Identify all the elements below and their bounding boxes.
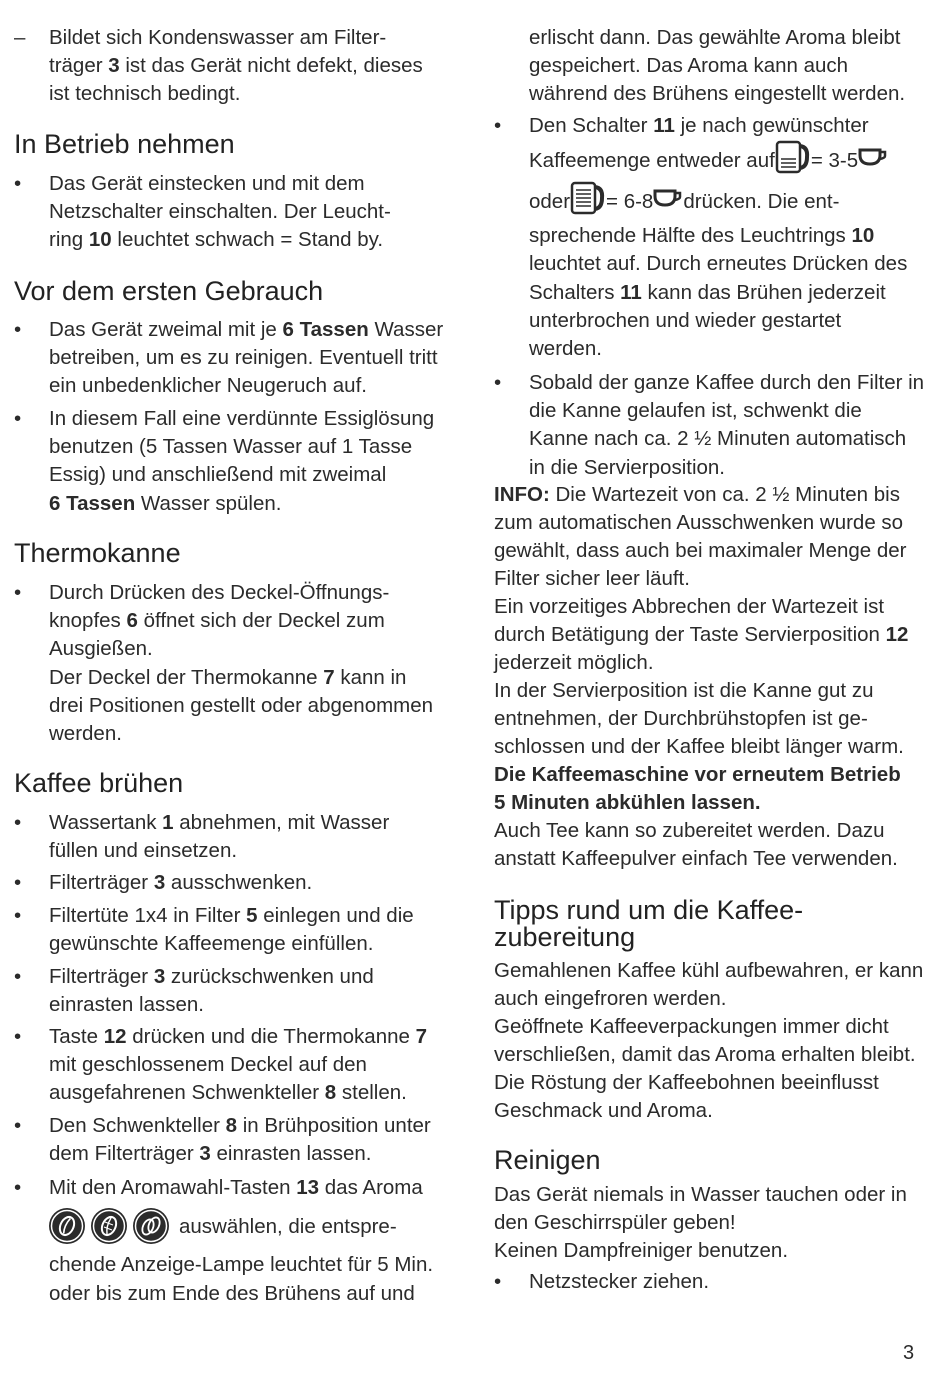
bold-text: 6 Tassen xyxy=(282,318,369,341)
text: leuchtet auf. Durch erneutes Drücken des xyxy=(529,252,908,276)
list-item xyxy=(14,579,433,748)
text: Essig) und anschließend mit zweimal xyxy=(49,463,387,487)
text: öffnet sich der Deckel zum xyxy=(137,609,385,633)
text: oder bis zum Ende des Brühens auf und xyxy=(49,1282,415,1305)
ref-number: 3 xyxy=(153,965,166,988)
bullet-marker: • xyxy=(14,871,22,894)
text: Geöffnete Kaffeeverpackungen immer dicht xyxy=(494,1015,889,1038)
strong-bean-icon xyxy=(133,1208,169,1244)
bullet-marker: • xyxy=(14,581,22,604)
bullet-marker: • xyxy=(14,1025,22,1048)
heading-line: Tipps rund um die Kaffee- xyxy=(494,895,804,925)
list-item xyxy=(494,369,924,482)
text: je nach gewünschter xyxy=(674,114,869,137)
text: zurückschwenken und xyxy=(165,965,374,988)
list-item xyxy=(14,1173,433,1308)
text: Netzstecker ziehen. xyxy=(529,1270,710,1293)
text: chende Anzeige-Lampe leuchtet für 5 Min. xyxy=(49,1253,434,1276)
text: betreiben, um es zu reinigen. Eventuell tritt xyxy=(49,346,438,370)
ref-number: 8 xyxy=(225,1114,238,1137)
ref-number: 12 xyxy=(103,1025,127,1048)
heading-thermokanne: Thermokanne xyxy=(14,538,181,568)
text: ist technisch bedingt. xyxy=(49,82,241,106)
text: Filterträger xyxy=(49,871,154,894)
text: erlischt dann. Das gewählte Aroma bleibt xyxy=(529,26,901,49)
bullet-marker: • xyxy=(14,318,22,341)
intro-item xyxy=(14,24,423,109)
heading-line: zubereitung xyxy=(494,922,636,952)
ref-number: 13 xyxy=(296,1176,320,1199)
heading-kaffee-bruehen: Kaffee brühen xyxy=(14,768,184,798)
text: In der Servierposition ist die Kanne gut zu xyxy=(494,679,874,702)
page-number: 3 xyxy=(903,1342,915,1364)
text: sprechende Hälfte des Leuchtrings xyxy=(529,224,852,248)
bullet-marker: • xyxy=(494,114,502,137)
text: Mit den Aromawahl-Tasten xyxy=(49,1176,297,1199)
text: Die Wartezeit von ca. 2 ½ Minuten bis xyxy=(549,483,900,506)
list-item xyxy=(14,1112,431,1168)
text: Keinen Dampfreiniger benutzen. xyxy=(494,1239,789,1262)
text: Taste xyxy=(49,1025,104,1048)
aroma-icons-row xyxy=(49,1202,433,1250)
text: drücken und die Thermokanne xyxy=(126,1025,416,1048)
text: einrasten lassen. xyxy=(210,1142,372,1166)
text: kann das Brühen jederzeit xyxy=(641,280,886,304)
text: zum automatischen Ausschwenken wurde so xyxy=(494,511,904,534)
cup-icon xyxy=(858,147,888,175)
ref-number: 3 xyxy=(153,871,166,894)
half-carafe-icon xyxy=(775,140,811,182)
text: Netzschalter einschalten. Der Leucht- xyxy=(49,200,391,224)
ref-number: 11 xyxy=(653,114,675,137)
text: einrasten lassen. xyxy=(49,993,204,1017)
bullet-marker: • xyxy=(14,1114,22,1137)
text: Durch Drücken des Deckel-Öffnungs- xyxy=(49,581,390,604)
text: unterbrochen und wieder gestartet xyxy=(529,308,842,332)
ref-number: 1 xyxy=(162,811,174,834)
text: das Aroma xyxy=(319,1176,423,1199)
medium-bean-icon xyxy=(91,1208,127,1244)
text: stellen. xyxy=(336,1081,407,1105)
text: die Kanne gelaufen ist, schwenkt die xyxy=(529,399,862,423)
text: Gemahlenen Kaffee kühl aufbewahren, er kann xyxy=(494,959,924,982)
text: den Geschirrspüler geben! xyxy=(494,1211,736,1234)
text: Kanne nach ca. 2 ½ Minuten automatisch xyxy=(529,427,907,451)
ref-number: 3 xyxy=(199,1142,211,1166)
text: Die Röstung der Kaffeebohnen beeinflusst xyxy=(494,1071,879,1094)
tipps-paragraph xyxy=(494,957,923,1125)
ref-number: 6 xyxy=(126,609,138,633)
text: in Brühposition unter xyxy=(237,1114,431,1137)
text: Wasser xyxy=(368,318,444,341)
ref-number: 5 xyxy=(246,904,258,927)
text: Den Schwenkteller xyxy=(49,1114,226,1137)
text: Ausgießen. xyxy=(49,637,153,661)
text: Filterträger xyxy=(49,965,154,988)
text: schlossen und der Kaffee bleibt länger warm. xyxy=(494,735,904,758)
text: Den Schalter xyxy=(529,114,654,137)
list-item xyxy=(494,1268,709,1296)
text: In diesem Fall eine verdünnte Essiglösung xyxy=(49,407,435,430)
list-item xyxy=(14,405,434,518)
list-item xyxy=(14,869,312,897)
text: ausschwenken. xyxy=(165,871,313,894)
bold-text: 6 Tassen xyxy=(49,491,136,515)
text: Auch Tee kann so zubereitet werden. Dazu xyxy=(494,819,885,842)
full-carafe-icon xyxy=(570,181,606,223)
list-item xyxy=(14,170,391,255)
text: ein unbedenklicher Neugeruch auf. xyxy=(49,374,367,398)
text: = 3-5 xyxy=(810,149,859,173)
text: drei Positionen gestellt oder abgenommen xyxy=(49,693,434,717)
text: kann in xyxy=(334,665,407,689)
text: auch eingefroren werden. xyxy=(494,987,727,1010)
text: während des Brühens eingestellt werden. xyxy=(529,82,906,106)
text: füllen und einsetzen. xyxy=(49,839,238,863)
list-item xyxy=(14,902,414,958)
heading-in-betrieb: In Betrieb nehmen xyxy=(14,129,235,159)
heading-tipps xyxy=(494,897,803,951)
text: gespeichert. Das Aroma kann auch xyxy=(529,54,849,78)
text: Der Deckel der Thermokanne xyxy=(49,665,324,689)
text: dem Filterträger xyxy=(49,1142,200,1166)
list-item-continued xyxy=(494,24,905,109)
text: einlegen und die xyxy=(257,904,414,927)
carafe-line-2 xyxy=(529,182,907,222)
text: werden. xyxy=(529,337,602,361)
text: abnehmen, mit Wasser xyxy=(173,811,390,834)
cup-icon xyxy=(653,188,683,216)
heading-erster-gebrauch: Vor dem ersten Gebrauch xyxy=(14,276,324,306)
text: mit geschlossenem Deckel auf den xyxy=(49,1053,367,1077)
bullet-marker: • xyxy=(14,811,22,834)
bullet-marker: • xyxy=(14,1176,22,1199)
list-item xyxy=(14,809,389,865)
text: träger xyxy=(49,54,109,78)
list-item xyxy=(494,112,907,363)
text: oder xyxy=(529,190,571,214)
text: Das Gerät zweimal mit je xyxy=(49,318,283,341)
text: werden. xyxy=(49,722,122,746)
warning-text: Die Kaffeemaschine vor erneutem Betrieb xyxy=(494,763,901,786)
text: Bildet sich Kondenswasser am Filter- xyxy=(49,26,387,49)
carafe-line-1 xyxy=(529,140,907,182)
ref-number: 11 xyxy=(620,280,642,304)
text: auswählen, die entspre- xyxy=(179,1214,397,1238)
ref-number: 10 xyxy=(851,224,875,248)
ref-number: 7 xyxy=(323,665,335,689)
text: ring xyxy=(49,228,89,252)
text: entnehmen, der Durchbrühstopfen ist ge- xyxy=(494,707,868,730)
text: jederzeit möglich. xyxy=(494,651,654,674)
text: = 6-8 xyxy=(606,190,654,214)
bullet-marker: • xyxy=(494,371,502,394)
dash-marker: – xyxy=(14,26,26,49)
text: leuchtet schwach = Stand by. xyxy=(111,228,384,252)
text: Wasser spülen. xyxy=(135,491,282,515)
ref-number: 8 xyxy=(324,1081,337,1105)
info-paragraph xyxy=(494,481,908,873)
info-label: INFO: xyxy=(494,483,550,506)
list-item xyxy=(14,316,443,401)
list-item xyxy=(14,963,374,1019)
bullet-marker: • xyxy=(494,1270,502,1293)
list-item xyxy=(14,1023,427,1108)
ref-number: 7 xyxy=(415,1025,428,1048)
text: Kaffeemenge entweder auf xyxy=(529,149,775,173)
ref-number: 12 xyxy=(885,623,909,646)
ref-number: 3 xyxy=(108,54,120,78)
warning-text: 5 Minuten abkühlen lassen. xyxy=(494,791,761,814)
bullet-marker: • xyxy=(14,172,22,195)
text: Das Gerät einstecken und mit dem xyxy=(49,172,365,195)
bullet-marker: • xyxy=(14,407,22,430)
text: ist das Gerät nicht defekt, dieses xyxy=(119,54,423,78)
text: Das Gerät niemals in Wasser tauchen oder in xyxy=(494,1183,907,1206)
text: ausgefahrenen Schwenkteller xyxy=(49,1081,325,1105)
text: drücken. Die ent- xyxy=(683,190,840,214)
text: Filter sicher leer läuft. xyxy=(494,567,690,590)
bullet-marker: • xyxy=(14,904,22,927)
text: verschließen, damit das Aroma erhalten bleibt. xyxy=(494,1043,916,1066)
text: Filtertüte 1x4 in Filter xyxy=(49,904,247,927)
text: benutzen (5 Tassen Wasser auf 1 Tasse xyxy=(49,435,413,459)
text: in die Servierposition. xyxy=(529,455,725,479)
reinigen-paragraph xyxy=(494,1181,907,1265)
text: Ein vorzeitiges Abbrechen der Wartezeit ist xyxy=(494,595,885,618)
text: gewählt, dass auch bei maximaler Menge der xyxy=(494,539,907,562)
bullet-marker: • xyxy=(14,965,22,988)
text: knopfes xyxy=(49,609,127,633)
text: Schalters xyxy=(529,280,621,304)
ref-number: 10 xyxy=(88,228,112,252)
text: Sobald der ganze Kaffee durch den Filter in xyxy=(529,371,925,394)
text: Wassertank xyxy=(49,811,163,834)
text: Geschmack und Aroma. xyxy=(494,1099,713,1122)
text: gewünschte Kaffeemenge einfüllen. xyxy=(49,932,374,956)
text: anstatt Kaffeepulver einfach Tee verwenden. xyxy=(494,847,898,870)
text: durch Betätigung der Taste Servierposition xyxy=(494,623,886,646)
heading-reinigen: Reinigen xyxy=(494,1145,601,1175)
mild-bean-icon xyxy=(49,1208,85,1244)
